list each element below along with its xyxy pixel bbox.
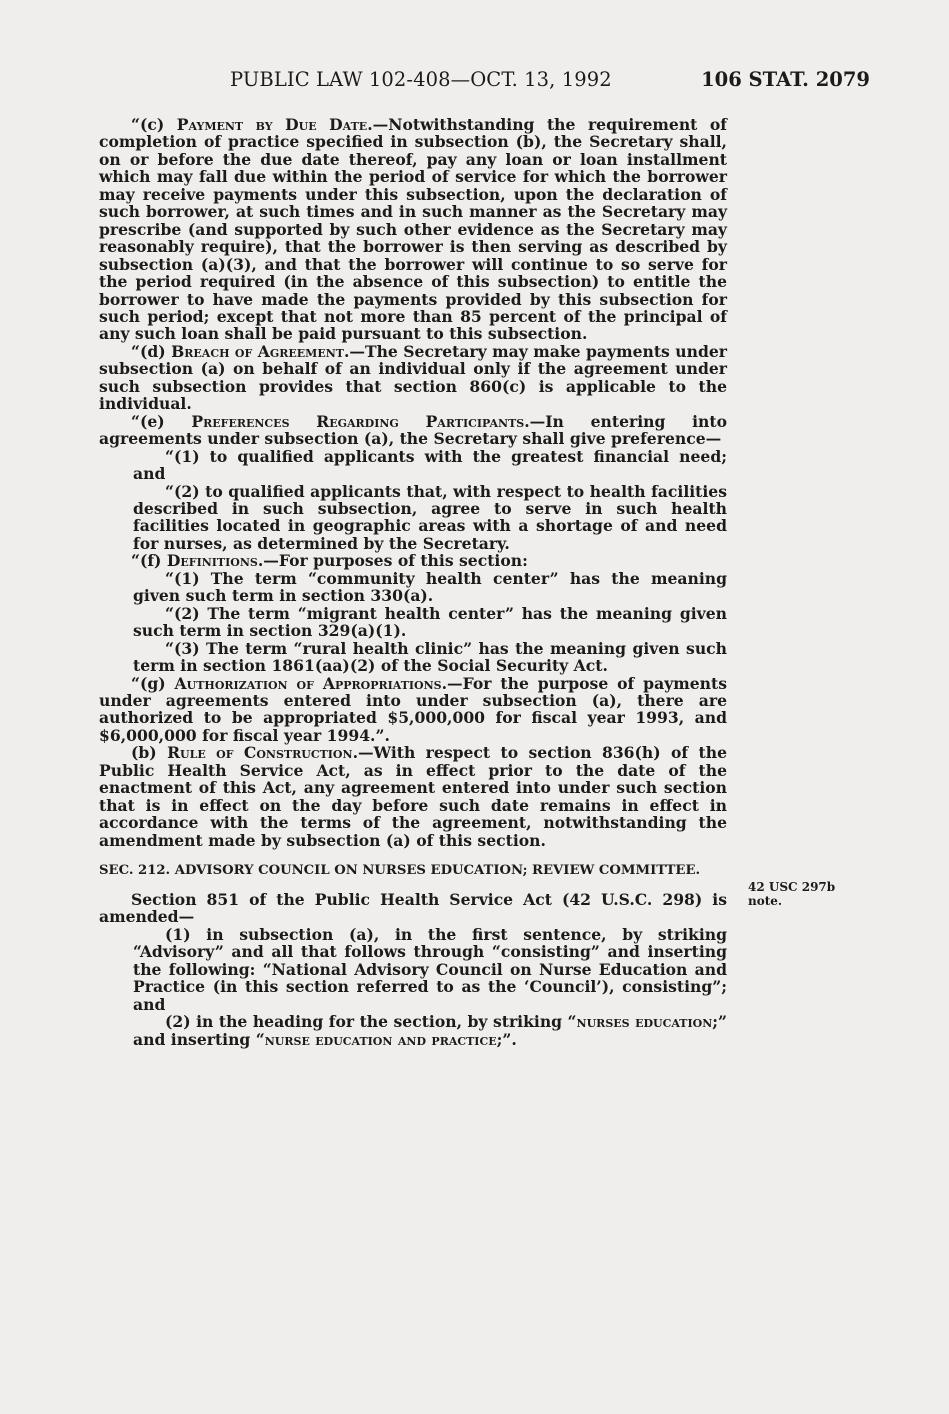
subsection-c-open: “(c): [131, 115, 177, 134]
item-2-inserted-text: nurse education and practice;: [264, 1029, 503, 1049]
subsection-f: [99, 552, 727, 569]
document-body: [99, 116, 727, 1048]
definition-item-3: “(3) The term “rural health clinic” has the meaning given such term in section 1861(aa)(2) of the Social Security Act.: [133, 638, 727, 676]
subsection-g-text: .—For the purpose of payments under agreements entered into under subsection (a), there are authorized to be appropriated $5,000,000 for fiscal year 1993, and $6,000,000 for fiscal year 1994.”.: [99, 673, 727, 745]
subsection-d-open: “(d): [131, 341, 172, 361]
page-header: [100, 68, 870, 100]
section-212-item-1: (1) in subsection (a), in the first sentence, by striking “Advisory” and all that follows through “consisting” and inserting the following: “National Advisory Council on Nurse Education and Practice (in this section referred to as the ‘Council’), consisting”; and: [133, 924, 727, 1014]
subsection-f-text: .—For purposes of this section:: [257, 551, 528, 571]
subsection-d-heading: Breach of Agreement: [171, 341, 344, 361]
subsection-b-text: .—With respect to section 836(h) of the Public Health Service Act, as in effect prior to the date of the enactment of this Act, any agreement entered into under such section that is in effect on the day before such date remains in effect in accordance with the terms of the agreement, notwithstanding the amendment made by subsection (a) of this section.: [99, 743, 727, 850]
section-212-heading: SEC. 212. ADVISORY COUNCIL ON NURSES EDUCATION; REVIEW COMMITTEE.: [99, 863, 701, 879]
subsection-e-open: “(e): [131, 411, 192, 431]
margin-note-line-2: note.: [748, 894, 783, 908]
statute-page-number: 106 STAT. 2079: [701, 68, 870, 91]
item-2-end: ”.: [502, 1029, 517, 1049]
subsection-c-text: .—Notwithstanding the requirement of completion of practice specified in subsection (b), the Secretary shall, on or before the due date thereof, pay any loan or loan installment which may fall due within the period of service for which the borrower may receive payments under this subsection, upon the declaration of such borrower, at such times and in such manner as the Secretary may prescribe (and supported by such other evidence as the Secretary may reasonably require), that the borrower is then serving as described by subsection (a)(3), and that the borrower will continue to so serve for the period required (in the absence of this subsection) to entitle the borrower to have made the payments provided by this subsection for such period; except that not more than 85 percent of the principal of any such loan shall be paid pursuant to this subsection.: [99, 115, 727, 344]
definition-item-2: “(2) The term “migrant health center” has the meaning given such term in section 329(a)(1).: [133, 603, 727, 641]
subsection-c: [99, 116, 727, 343]
subsection-e-text: .—In entering into agreements under subsection (a), the Secretary shall give preference—: [99, 411, 727, 449]
item-2-mid: ” and inserting “: [133, 1012, 728, 1049]
subsection-f-heading: Definitions: [166, 551, 258, 571]
item-2-struck-text: nurses education;: [576, 1012, 719, 1032]
subsection-g: [99, 675, 727, 745]
subsection-g-open: “(g): [131, 673, 175, 693]
subsection-e-item-1: “(1) to qualified applicants with the greatest financial need; and: [133, 446, 727, 484]
subsection-e-item-2: “(2) to qualified applicants that, with respect to health facilities described in such subsection, agree to serve in such health facilities located in geographic areas with a shortage of and need for nurses, as determined by the Secretary.: [133, 481, 727, 553]
section-212-intro: Section 851 of the Public Health Service Act (42 U.S.C. 298) is amended—: [99, 890, 727, 927]
subsection-f-open: “(f): [131, 551, 167, 571]
definition-item-1: “(1) The term “community health center” has the meaning given such term in section 330(a).: [133, 568, 727, 606]
subsection-d-text: .—The Secretary may make payments under subsection (a) on behalf of an individual only if the agreement under such subsection provides that section 860(c) is applicable to the individual.: [99, 341, 728, 414]
subsection-c-heading: Payment by Due Date: [176, 115, 368, 134]
subsection-g-heading: Authorization of Appropriations: [174, 673, 442, 693]
subsection-b-rule: [99, 744, 727, 849]
subsection-b-heading: Rule of Construction: [167, 743, 353, 763]
public-law-title: PUBLIC LAW 102-408—OCT. 13, 1992: [230, 68, 612, 91]
subsection-b-open: (b): [131, 743, 168, 763]
subsection-e-heading: Preferences Regarding Participants: [191, 411, 525, 431]
subsection-e: [99, 413, 727, 448]
margin-note-line-1: 42 USC 297b: [748, 880, 836, 894]
subsection-d: [99, 343, 727, 413]
section-212-item-2: [99, 1013, 727, 1048]
item-2-start: (2) in the heading for the section, by striking “: [165, 1012, 577, 1032]
margin-citation-note: [748, 880, 835, 908]
